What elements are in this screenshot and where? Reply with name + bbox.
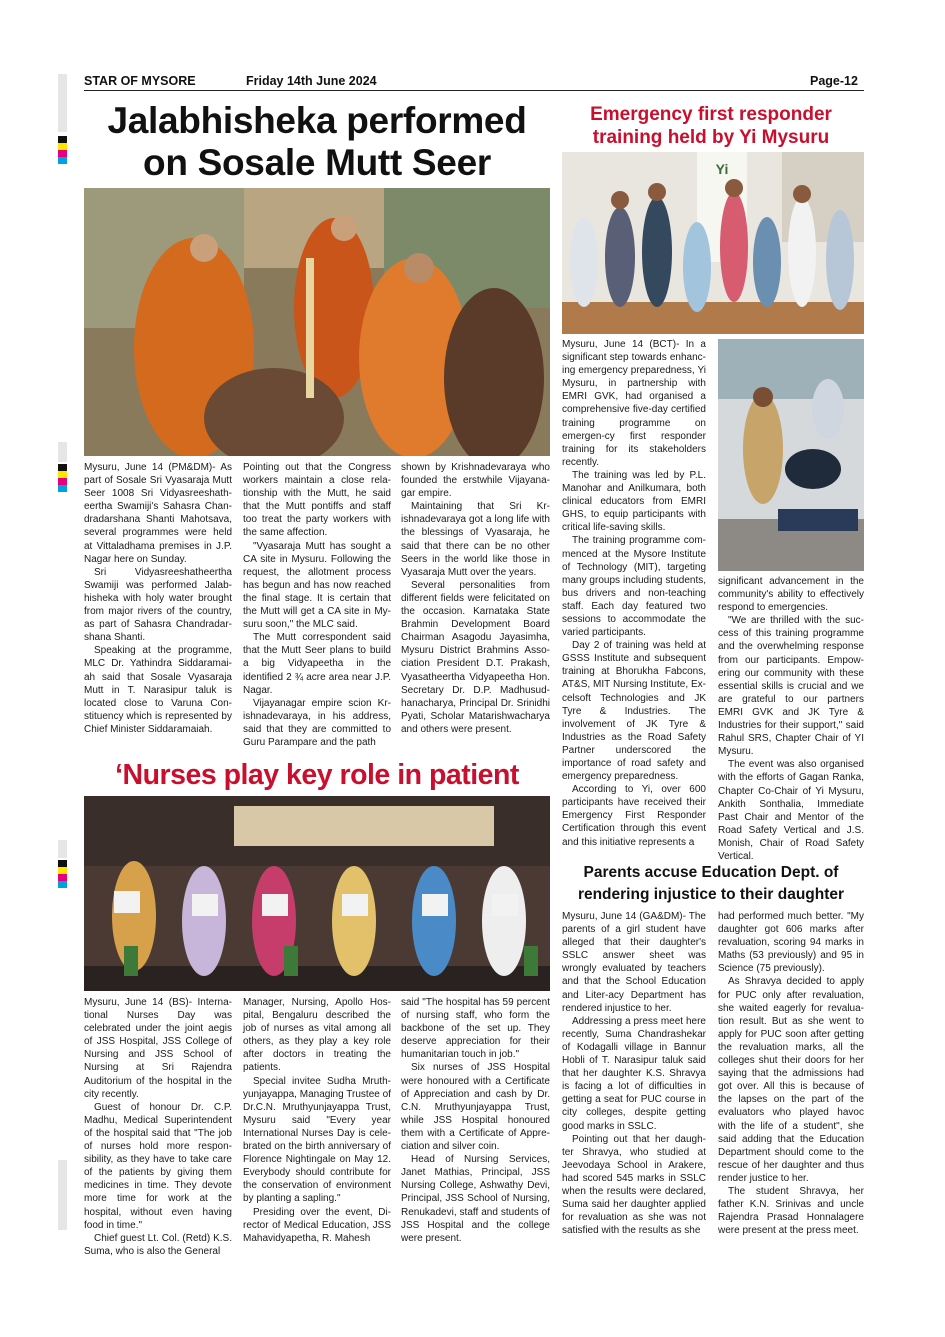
photo-jalabhisheka bbox=[84, 188, 550, 456]
page-number: Page-12 bbox=[810, 74, 858, 88]
headline-jalabhisheka: Jalabhisheka performed on Sosale Mutt Seer bbox=[107, 100, 527, 183]
story3-column-1: Mysuru, June 14 (BCT)- In a significant step towards enhanc-ing emergency preparedness, Yi Mysuru, in partnership with EMRI GVK, had organised a comprehensive five-day certified training programme on emergen-cy first responder training for its stakeholders recently. The training was led by P.L. Manohar and Anilkumara, both clinical educators from EMRI GHS, to equip participants with critical life-saving skills. The training programme com-menced at the Mysore Institute of Technology (MIT), targeting many groups including students, bus drivers and non-teaching staff. Each day featured two sessions to accommodate the varied participants. Day 2 of training was held at GSSS Institute and subsequent training at Bhorukha Fabcons, AT&S, MIT Nursing Institute, Ex-celsoft Technologies and JK Tyre & Industries. The involvement of JK Tyre & Industries as the Road Safety Partner underscored the importance of road safety and emergency preparedness. According to Yi, over 600 participants have received their Emergency First Responder Certification through this event and this initiative represents a bbox=[562, 339, 706, 848]
registration-marks-mid bbox=[58, 464, 67, 492]
issue-date: Friday 14th June 2024 bbox=[246, 74, 377, 88]
margin-gray-bar-low bbox=[58, 840, 67, 858]
margin-gray-bar-top bbox=[58, 74, 67, 132]
headline-education-dept: Parents accuse Education Dept. of rendering injustice to their daughter bbox=[577, 864, 845, 903]
story1-column-3: shown by Krishnadevaraya who founded the erstwhile Vijayana-gar empire. Maintaining that Sri Kr-ishnadevaraya got a long life with the blessings of Vyasaraja, he said that there can be no other Seers in the world like those in Vyasaraja Mutt over the years. Several personalities from different fields were felicitated on the occasion. Karnataka State Brahmin Development Board Chairman Asagodu Jayasimha, Mysuru District Brahmins Asso-ciation President D.T. Prakash, Vyasatheertha Vidyapeetha Hon. Secretary Dr. D.P. Madhusud-hanacharya, Principal Dr. Srinidhi Pyati, Scholar Matarishwacharya and others were present. bbox=[401, 462, 550, 735]
newspaper-name: STAR OF MYSORE bbox=[84, 74, 196, 88]
story4-column-2: had performed much better. "My daughter got 606 marks after revaluation, scoring 94 marks in Maths (53 previously) and 95 in Science (75 previously). As Shravya decided to apply for PUC only after revaluation, she waited eagerly for revalua-tion result. But as she went to apply for PUC soon after getting the revaluation marks, all the colleges shut their doors for her saying that the admissions had got over. All this is because of the lapses on the part of the evaluators who played havoc with the life of a student", she said adding that the Education Department should come to the rescue of her daughter and thus render justice to her. The student Shravya, her father K.N. Srinivas and uncle Rajendra Prasad Honnalagere were present at the press meet. bbox=[718, 911, 864, 1237]
margin-gray-bar-mid bbox=[58, 442, 67, 462]
margin-gray-bar-bottom bbox=[58, 1160, 67, 1230]
story1-column-1: Mysuru, June 14 (PM&DM)- As part of Sosale Sri Vyasaraja Mutt Seer 1008 Sri Vidyasreeshath-eertha Swamiji's Sahasra Chan-dradarshana Shanti Mahotsava, several programmes were held at Vittaladhama premises in J.P. Nagar here on Sunday. Sri Vidyasreeshatheertha Swamiji was performed Jalab-hisheka with holy water brought from major rivers of the country, as part of Sahasra Chandradar-shana Shanti. Speaking at the programme, MLC Dr. Yathindra Siddaramai-ah said that Sosale Vyasaraja Mutt in T. Narasipur taluk is located close to Varuna Con-stituency which is represented by Chief Minister Siddaramaiah. bbox=[84, 462, 232, 735]
photo-nurses-day bbox=[84, 796, 550, 991]
header-rule bbox=[84, 90, 864, 91]
photo-yi-group bbox=[562, 152, 864, 334]
svg-text:Yi: Yi bbox=[715, 161, 729, 177]
story4-column-1: Mysuru, June 14 (GA&DM)- The parents of a girl student have alleged that their daughter's SSLC answer sheet was wrongly evaluated by teachers and that the School Education and Liter-acy Department has rendered injustice to her. Addressing a press meet here recently, Suma Chandrashekar of Kodagalli village in Bannur Hobli of T. Narasipur taluk said that her daughter K.S. Shravya is facing a lot of difficulties in getting a seat for PUC course in city colleges, despite getting good marks in SSLC. Pointing out that her daugh-ter Shravya, who studied at Jeevodaya School in Arakere, had scored 545 marks in SSLC when the results were declared, Suma said her daughter applied for revaluation as she was not satisfied with the results as she bbox=[562, 911, 706, 1237]
story2-column-1: Mysuru, June 14 (BS)- Interna-tional Nurses Day was celebrated under the joint aegis of JSS Hospital, JSS College of Nursing and JSS School of Nursing at Sri Rajendra Auditorium of the hospital in the city recently. Guest of honour Dr. C.P. Madhu, Medical Superintendent of the hospital said that "The job of nurses hold more respon-sibility, as they have to take care of the patients by giving them medicines in time. They devote more time for work at the hospital, without even having food in time." Chief guest Lt. Col. (Retd) K.S. Suma, who is also the General bbox=[84, 997, 232, 1257]
headline-nurses: ‘Nurses play key role in patient bbox=[115, 759, 519, 791]
registration-marks-low bbox=[58, 860, 67, 888]
story2-column-2: Manager, Nursing, Apollo Hos-pital, Bengaluru described the job of nurses as vital among all others, as they play a key role after doctors in treating the patients. Special invitee Sudha Mruth-yunjayappa, Managing Trustee of Dr.C.N. Mruthyunjayappa Trust, Mysuru said "Every year International Nurses Day is cele-brated on the birth anniversary of Florence Nightingale on May 12. Everybody should contribute for the conservation of environment by planting a sapling." Presiding over the event, Di-rector of Medical Education, JSS Mahavidyapetha, R. Mahesh bbox=[243, 997, 391, 1244]
photo-cpr-training bbox=[718, 339, 864, 571]
story2-column-3: said "The hospital has 59 percent of nursing staff, who form the backbone of the set up. They deserve appreciation for their humanitarian touch in job." Six nurses of JSS Hospital were honoured with a Certificate of Appreciation and cash by Dr. C.N. Mruthyunjayappa Trust, while JSS Hospital honoured them with a Certificate of Appre-ciation and silver coin. Head of Nursing Services, Janet Mathias, Principal, JSS Nursing College, Ashwathy Devi, Principal, JSS School of Nursing, Renukadevi, staff and students of JSS Hospital and the college were present. bbox=[401, 997, 550, 1244]
headline-emergency-training: Emergency first responder training held by Yi Mysuru bbox=[590, 104, 832, 148]
story1-column-2: Pointing out that the Congress workers maintain a close rela-tionship with the Mutt, he said that the Mutt pontiffs and staff too treat the party workers with the same affection. "Vyasaraja Mutt has sought a CA site in Mysuru. Following the request, the allotment process has begun and has now reached the final stage. It is certain that the Mutt will get a CA site in My-suru soon," the MLC said. The Mutt correspondent said that the Mutt Seer plans to build a big Vidyapeetha in the identified 2 ¾ acre area near J.P. Nagar. Vijayanagar empire scion Kr-ishnadevaraya, in his address, said that they are committed to Guru Parampare and the path bbox=[243, 462, 391, 748]
registration-marks-top bbox=[58, 136, 67, 164]
story3-column-2: significant advancement in the community's ability to effectively respond to emergencies. "We are thrilled with the suc-cess of this training programme and the overwhelming response from our participants. Empow-ering our community with these essential skills is crucial and we are grateful to our partners EMRI GVK and JK Tyre & Industries for their support," said Rahul SRS, Chapter Chair of YI Mysuru. The event was also organised with the efforts of Gagan Ranka, Chapter Co-Chair of Yi Mysuru, Ankith Sonthalia, Immediate Past Chair and Mentor of the Road Safety Vertical and J.S. Monish, Chair of Road Safety Vertical. bbox=[718, 576, 864, 862]
